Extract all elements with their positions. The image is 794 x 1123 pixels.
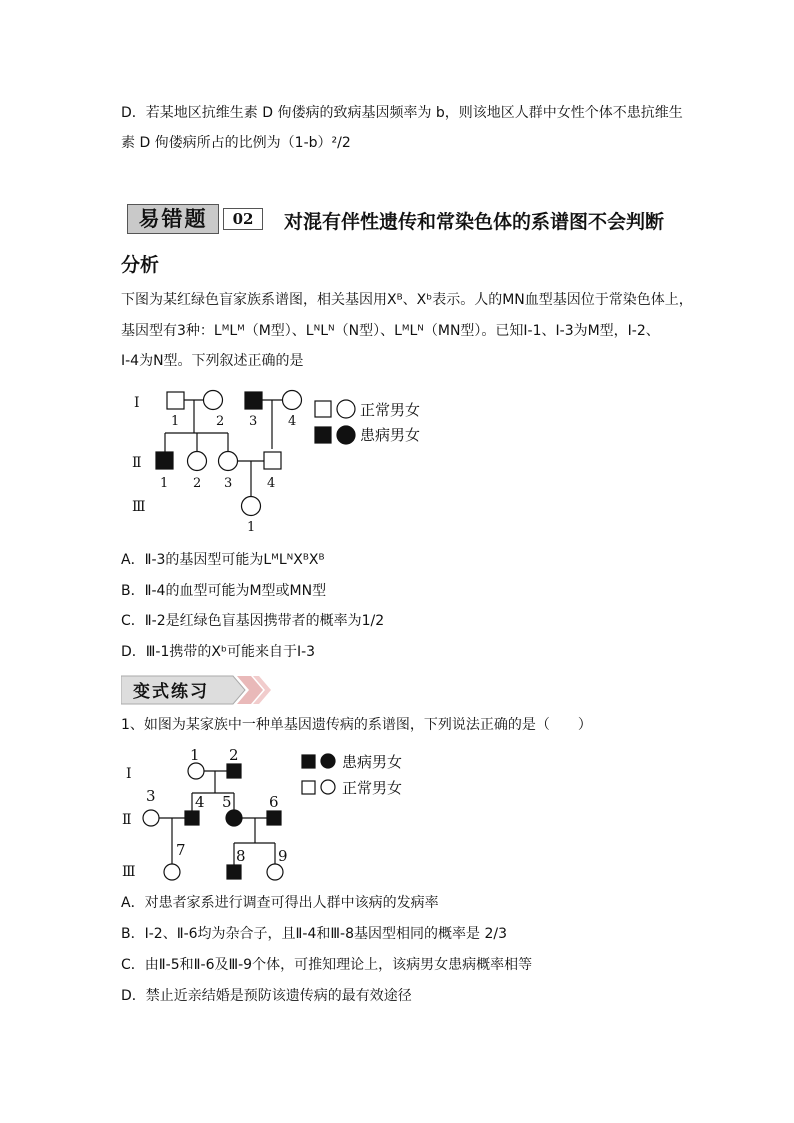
ped2-i2-male-affected — [227, 764, 241, 778]
ped1-i1-male-normal — [167, 392, 184, 409]
ped2-ii4-male-affected — [185, 811, 199, 825]
legend2-affected-text: 患病男女 — [342, 753, 403, 771]
ped1-num-ii1: 1 — [160, 476, 169, 491]
ped2-gen-label-3: Ⅲ — [122, 864, 136, 880]
variant-option-d: D．禁止近亲结婚是预防该遗传病的最有效途径 — [121, 988, 412, 1004]
legend1-affected-male-icon — [315, 427, 331, 443]
q1-stem-line3: I-4为N型。下列叙述正确的是 — [121, 353, 304, 369]
q1-stem-line1: 下图为某红绿色盲家族系谱图，相关基因用Xᴮ、Xᵇ表示。人的MN血型基因位于常染色体上， — [121, 292, 693, 308]
section-title-line1: 对混有伴性遗传和常染色体的系谱图不会判断 — [284, 211, 665, 233]
legend1-affected-text: 患病男女 — [360, 426, 421, 444]
ped1-i2-female-normal — [204, 391, 223, 410]
q1-option-b: B．Ⅱ-4的血型可能为M型或MN型 — [121, 583, 327, 599]
ped1-num-iii1: 1 — [247, 520, 256, 535]
ped2-num-2: 2 — [229, 746, 239, 764]
prev-option-d-line1: D．若某地区抗维生素 D 佝偻病的致病基因频率为 b，则该地区人群中女性个体不患抗维生 — [121, 105, 683, 121]
legend1-normal-female-icon — [337, 400, 355, 418]
ped2-num-1: 1 — [190, 746, 200, 764]
q1-option-a: A．Ⅱ-3的基因型可能为LᴹLᴺXᴮXᴮ — [121, 552, 325, 568]
q1-stem-line2: 基因型有3种：LᴹLᴹ（M型）、LᴺLᴺ（N型）、LᴹLᴺ（MN型）。已知I-1、I-3为M型，I-2、 — [121, 323, 660, 339]
ped1-num-i4: 4 — [288, 414, 297, 429]
ped1-ii2-female-normal — [188, 452, 207, 471]
ped2-iii7-female-normal — [164, 864, 180, 880]
prev-option-d-line2: 素 D 佝偻病所占的比例为（1-b）²/2 — [121, 135, 351, 151]
ped1-num-i3: 3 — [249, 414, 258, 429]
legend2-normal-female-icon — [321, 780, 335, 794]
variant-label: 变式练习 — [133, 682, 209, 702]
ped2-i1-female-normal — [188, 763, 204, 779]
ped1-i3-male-affected — [245, 392, 262, 409]
ped2-num-4: 4 — [195, 793, 205, 811]
legend2-affected-female-icon — [321, 754, 335, 768]
legend1-affected-female-icon — [337, 426, 355, 444]
ped1-gen-label-3: Ⅲ — [132, 499, 146, 515]
legend2-normal-male-icon — [302, 781, 315, 794]
ped1-ii4-male-normal — [264, 452, 281, 469]
ped1-num-i1: 1 — [171, 414, 180, 429]
ped2-gen-label-2: Ⅱ — [122, 812, 132, 828]
ped2-num-9: 9 — [278, 847, 288, 865]
pedigree-diagram-2 — [118, 743, 438, 883]
ped1-iii1-female-normal — [242, 497, 261, 516]
ped2-ii3-female-normal — [143, 810, 159, 826]
ped1-num-ii3: 3 — [224, 476, 233, 491]
ped1-num-ii4: 4 — [267, 476, 276, 491]
ped2-ii5-female-affected — [226, 810, 242, 826]
variant-option-a: A．对患者家系进行调查可得出人群中该病的发病率 — [121, 895, 439, 911]
ped1-ii3-female-normal — [219, 452, 238, 471]
ped1-i4-female-normal — [283, 391, 302, 410]
section-number: 02 — [223, 208, 263, 230]
legend2-normal-text: 正常男女 — [342, 779, 403, 797]
variant-option-c: C．由Ⅱ-5和Ⅱ-6及Ⅲ-9个体，可推知理论上，该病男女患病概率相等 — [121, 957, 533, 973]
ped1-gen-label-1: I — [134, 395, 140, 411]
ped2-num-7: 7 — [176, 841, 186, 859]
section-banner — [127, 204, 267, 234]
ped2-gen-label-1: I — [126, 766, 132, 782]
variant-option-b: B．I-2、Ⅱ-6均为杂合子，且Ⅱ-4和Ⅲ-8基因型相同的概率是 2/3 — [121, 926, 507, 942]
legend2-affected-male-icon — [302, 755, 315, 768]
legend1-normal-male-icon — [315, 401, 331, 417]
variant-stem: 1、如图为某家族中一种单基因遗传病的系谱图，下列说法正确的是（ ） — [121, 717, 592, 733]
section-title-line2: 分析 — [121, 254, 160, 276]
pedigree-diagram-1 — [120, 385, 440, 535]
ped2-ii6-male-affected — [267, 811, 281, 825]
ped1-num-i2: 2 — [216, 414, 225, 429]
ped1-num-ii2: 2 — [193, 476, 202, 491]
ped2-iii9-female-normal — [267, 864, 283, 880]
legend1-normal-text: 正常男女 — [360, 401, 421, 419]
ped1-ii1-male-affected — [156, 452, 173, 469]
q1-option-c: C．Ⅱ-2是红绿色盲基因携带者的概率为1/2 — [121, 613, 385, 629]
ped2-num-3: 3 — [146, 787, 156, 805]
ped1-gen-label-2: Ⅱ — [132, 455, 142, 471]
variant-banner — [121, 674, 271, 706]
ped2-iii8-male-affected — [227, 865, 241, 879]
ped2-num-5: 5 — [222, 793, 232, 811]
q1-option-d: D．Ⅲ-1携带的Xᵇ可能来自于I-3 — [121, 644, 316, 660]
ped2-num-8: 8 — [236, 847, 246, 865]
ped2-num-6: 6 — [269, 793, 279, 811]
section-label: 易错题 — [127, 204, 219, 234]
